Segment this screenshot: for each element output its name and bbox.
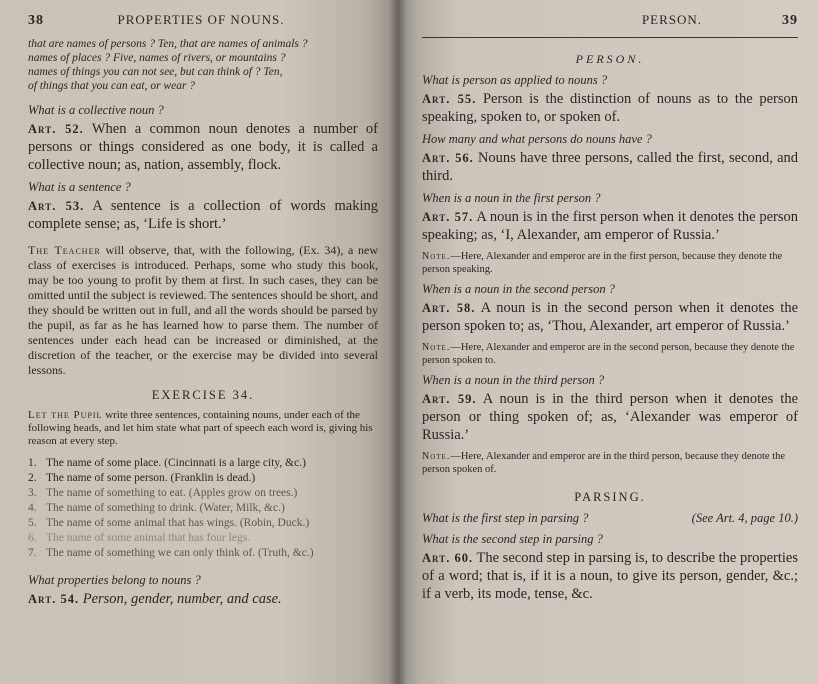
note-first-person	[422, 250, 798, 276]
article-label: Art. 60.	[422, 551, 474, 565]
article-53	[28, 197, 378, 233]
article-54	[28, 590, 378, 608]
right-page	[398, 0, 818, 684]
intro-line: names of places ? Five, names of rivers, or mountains ?	[28, 52, 286, 64]
exercise-item: 5. The name of some animal that has wings. (Robin, Duck.)	[28, 517, 310, 529]
article-label: Art. 54.	[28, 592, 80, 606]
article-59	[422, 390, 798, 444]
left-page	[0, 0, 398, 684]
question-second-step: What is the second step in parsing ?	[422, 532, 603, 546]
note-label: Note.	[422, 342, 451, 353]
left-page-number: 38	[28, 13, 44, 28]
exercise-item: 7. The name of something we can only think of. (Truth, &c.)	[28, 547, 314, 559]
intro-questions	[28, 37, 378, 93]
article-label: Art. 57.	[422, 210, 474, 224]
article-57	[422, 208, 798, 244]
article-text: Nouns have three persons, called the first, second, and third.	[422, 150, 799, 184]
exercise-list	[28, 456, 378, 561]
article-label: Art. 56.	[422, 151, 474, 165]
intro-line: that are names of persons ? Ten, that are names of animals ?	[28, 38, 308, 50]
article-52	[28, 120, 378, 174]
question-person: What is person as applied to nouns ?	[422, 73, 608, 87]
article-text: A sentence is a collection of words making complete sense; as, ‘Life is short.’	[28, 198, 378, 232]
question-how-many: How many and what persons do nouns have ?	[422, 132, 652, 146]
article-text: Person, gender, number, and case.	[82, 591, 282, 607]
question-first-person: When is a noun in the first person ?	[422, 191, 601, 205]
book-gutter	[389, 0, 407, 684]
question-properties: What properties belong to nouns ?	[28, 573, 201, 587]
article-text: A noun is in the second person when it denotes the person spoken to; as, ‘Thou, Alexander, art emperor of Russia.’	[422, 300, 798, 334]
left-running-title: PROPERTIES OF NOUNS.	[117, 12, 285, 27]
exercise-intro-text: write three sentences, containing nouns, under each of the following heads, and let him state what part of speech each word is, giving his reason at every step.	[28, 409, 373, 447]
intro-line: of things that you can eat, or wear ?	[28, 80, 196, 92]
header-rule	[422, 37, 798, 38]
question-text: What is the first step in parsing ?	[422, 511, 589, 525]
teacher-note	[28, 243, 378, 378]
note-second-person	[422, 341, 798, 367]
note-label: Note.	[422, 251, 451, 262]
exercise-item: 4. The name of something to drink. (Water, Milk, &c.)	[28, 502, 285, 514]
right-running-head	[422, 12, 798, 29]
note-third-person	[422, 450, 798, 476]
article-label: Art. 58.	[422, 301, 476, 315]
right-page-number: 39	[781, 13, 798, 28]
article-text: Person is the distinction of nouns as to the person speaking, spoken to, or spoken of.	[422, 91, 799, 125]
exercise-intro	[28, 409, 378, 448]
exercise-item: 6. The name of some animal that has four legs.	[28, 532, 251, 544]
left-running-head	[28, 12, 378, 29]
exercise-item: 2. The name of some person. (Franklin is dead.)	[28, 472, 256, 484]
article-label: Art. 52.	[28, 122, 84, 136]
article-56	[422, 149, 798, 185]
question-first-step	[422, 511, 798, 526]
teacher-text: will observe, that, with the following, (Ex. 34), a new class of exercises is introduced. Perhaps, some who study this book, may be too young to profit by them at first. In such cases, they can be omitted until the subject is reviewed. The sentences should be short, and they should be written out in full, and all the words should be parsed by the pupil, as far as he has learned how to parse them. The number of sentences under each head can be increased or diminished, at the discretion of the teacher, or the exercise may be divided into several lessons.	[28, 243, 379, 377]
right-running-title: PERSON.	[641, 12, 703, 27]
article-text: A noun is in the third person when it denotes the person or thing spoken of; as, ‘Alexander was emperor of Russia.’	[422, 391, 799, 443]
exercise-title: EXERCISE 34.	[151, 388, 255, 402]
article-text: A noun is in the first person when it denotes the person speaking; as, ‘I, Alexander, am emperor of Russia.’	[422, 209, 799, 243]
note-label: Note.	[422, 451, 451, 462]
exercise-item: 1. The name of some place. (Cincinnati is a large city, &c.)	[28, 457, 306, 469]
teacher-label: The Teacher	[28, 243, 101, 257]
parsing-title: PARSING.	[574, 490, 646, 504]
article-label: Art. 59.	[422, 392, 477, 406]
article-text: When a common noun denotes a number of persons or things considered as one body, it is called a collective noun; as, nation, assembly, flock.	[28, 121, 378, 173]
note-text: —Here, Alexander and emperor are in the second person, because they denote the person spoken to.	[422, 342, 795, 366]
question-reference: (See Art. 4, page 10.)	[691, 511, 798, 525]
article-55	[422, 90, 798, 126]
exercise-intro-label: Let the Pupil	[28, 409, 103, 421]
article-label: Art. 53.	[28, 199, 85, 213]
note-text: —Here, Alexander and emperor are in the third person, because they denote the person spoken of.	[422, 451, 786, 475]
question-second-person: When is a noun in the second person ?	[422, 282, 616, 296]
note-text: —Here, Alexander and emperor are in the first person, because they denote the person speaking.	[422, 251, 783, 275]
question-sentence: What is a sentence ?	[28, 180, 131, 194]
question-third-person: When is a noun in the third person ?	[422, 373, 605, 387]
intro-line: names of things you can not see, but can think of ? Ten,	[28, 66, 283, 78]
article-text: The second step in parsing is, to describe the properties of a word; that is, if it is a noun, to give its person, gender, &c.; if a verb, its mode, tense, &c.	[422, 550, 798, 602]
article-60	[422, 549, 798, 603]
section-title: PERSON.	[575, 52, 645, 66]
exercise-item: 3. The name of something to eat. (Apples grow on trees.)	[28, 487, 298, 499]
article-label: Art. 55.	[422, 92, 477, 106]
article-58	[422, 299, 798, 335]
question-collective-noun: What is a collective noun ?	[28, 103, 164, 117]
